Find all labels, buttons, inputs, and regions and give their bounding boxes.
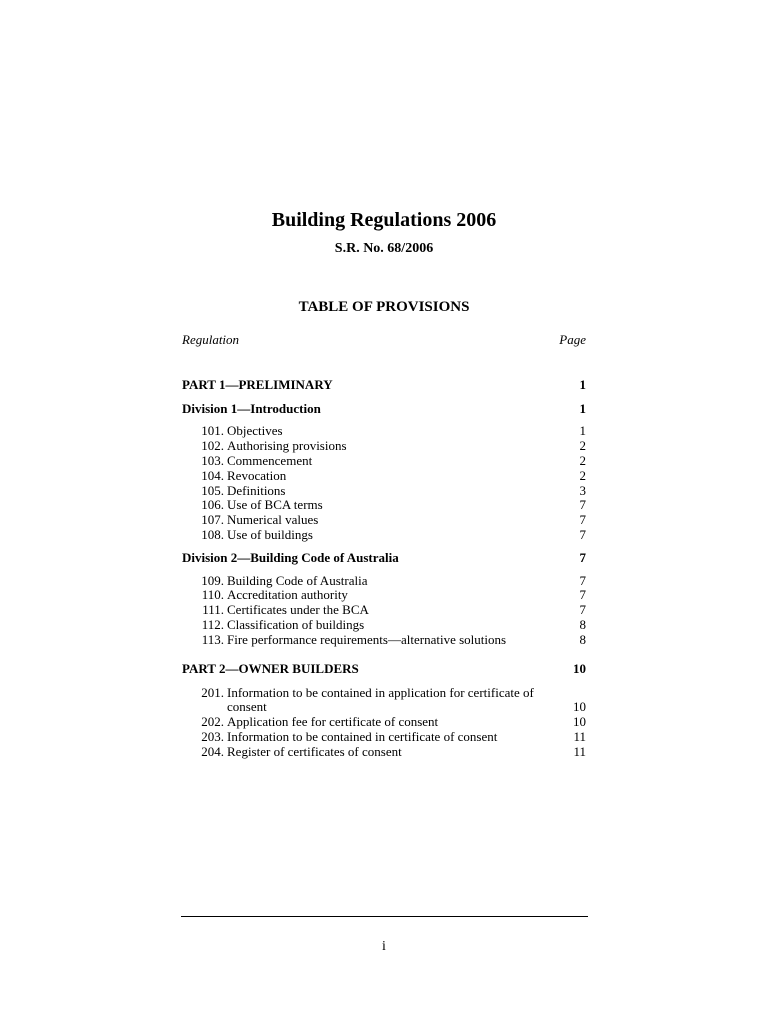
- toc-regulation-title: Information to be contained in application for certificate of: [227, 685, 534, 700]
- toc-page-number: 7: [579, 497, 586, 512]
- toc-regulation-number: 204.: [201, 744, 224, 759]
- toc-page-number: 2: [579, 438, 586, 453]
- column-header-page: Page: [559, 332, 586, 347]
- toc-regulation-number: 106.: [201, 497, 224, 512]
- toc-page-number: 3: [579, 483, 586, 498]
- toc-entry[interactable]: [182, 744, 586, 760]
- toc-regulation-title: Classification of buildings: [227, 617, 365, 632]
- toc-entry[interactable]: [182, 468, 586, 484]
- toc-entry[interactable]: [182, 587, 586, 603]
- toc-regulation-number: 103.: [201, 453, 224, 468]
- toc-regulation-number: 102.: [201, 438, 224, 453]
- toc-page-number: 2: [579, 468, 586, 483]
- toc-regulation-number: 201.: [201, 685, 224, 700]
- toc-entry[interactable]: [182, 497, 586, 513]
- toc-part-label: PART 1—PRELIMINARY: [182, 377, 333, 392]
- document-title: Building Regulations 2006: [271, 209, 497, 231]
- document-subtitle: S.R. No. 68/2006: [334, 241, 434, 256]
- toc-part-label: PART 2—OWNER BUILDERS: [182, 661, 359, 676]
- toc-division-heading[interactable]: [182, 401, 586, 417]
- toc-page-number: 7: [579, 512, 586, 527]
- toc-regulation-number: 104.: [201, 468, 224, 483]
- toc-entry[interactable]: [182, 423, 586, 439]
- toc-entry[interactable]: [182, 602, 586, 618]
- toc-regulation-title: Objectives: [227, 423, 283, 438]
- toc-page-number: 10: [573, 661, 586, 676]
- toc-regulation-title: Register of certificates of consent: [227, 744, 402, 759]
- toc-regulation-title: Information to be contained in certificate of consent: [227, 729, 498, 744]
- toc-part-heading[interactable]: [182, 661, 586, 677]
- page-number: i: [382, 939, 386, 954]
- toc-regulation-title: Building Code of Australia: [227, 573, 368, 588]
- toc-regulation-title: Application fee for certificate of consent: [227, 714, 439, 729]
- toc-regulation-title: Commencement: [227, 453, 313, 468]
- toc-regulation-title: Definitions: [227, 483, 286, 498]
- toc-page-number: 7: [579, 587, 586, 602]
- toc-page-number: 1: [579, 377, 586, 392]
- toc-regulation-number: 101.: [201, 423, 224, 438]
- toc-regulation-number: 108.: [201, 527, 224, 542]
- toc-page-number: 7: [579, 573, 586, 588]
- toc-regulation-number: 203.: [201, 729, 224, 744]
- toc-heading: TABLE OF PROVISIONS: [298, 299, 470, 315]
- toc-page-number: 11: [573, 744, 586, 759]
- toc-regulation-title: Revocation: [227, 468, 287, 483]
- toc-page-number: 10: [573, 699, 586, 714]
- toc-page-number: 8: [579, 617, 586, 632]
- toc-regulation-number: 109.: [201, 573, 224, 588]
- footer-divider: [181, 916, 588, 917]
- toc-regulation-number: 107.: [201, 512, 224, 527]
- toc-regulation-title: Numerical values: [227, 512, 319, 527]
- column-header-regulation: Regulation: [182, 332, 240, 347]
- toc-page-number: 1: [579, 401, 586, 416]
- toc-entry[interactable]: [182, 714, 586, 730]
- toc-division-label: Division 2—Building Code of Australia: [182, 550, 399, 565]
- toc-part-heading[interactable]: [182, 377, 586, 393]
- toc-entry[interactable]: [182, 632, 586, 648]
- toc-regulation-number: 111.: [202, 602, 224, 617]
- toc-regulation-title: Use of BCA terms: [227, 497, 323, 512]
- toc-entry[interactable]: [182, 685, 586, 716]
- toc-page-number: 2: [579, 453, 586, 468]
- toc-division-label: Division 1—Introduction: [182, 401, 321, 416]
- toc-regulation-title: Fire performance requirements—alternative solutions: [227, 632, 507, 647]
- toc-regulation-number: 110.: [201, 587, 224, 602]
- toc-regulation-title: Accreditation authority: [227, 587, 348, 602]
- toc-entry[interactable]: [182, 527, 586, 543]
- toc-entry[interactable]: [182, 453, 586, 469]
- toc-regulation-number: 113.: [201, 632, 224, 647]
- toc-entry[interactable]: [182, 617, 586, 633]
- toc-page-number: 7: [579, 602, 586, 617]
- toc-regulation-number: 105.: [201, 483, 224, 498]
- toc-page-number: 1: [579, 423, 586, 438]
- toc-page-number: 11: [573, 729, 586, 744]
- toc-regulation-title: Use of buildings: [227, 527, 313, 542]
- toc-regulation-number: 112.: [201, 617, 224, 632]
- toc-page-number: 10: [573, 714, 586, 729]
- toc-regulation-title: Certificates under the BCA: [227, 602, 369, 617]
- toc-regulation-title-continued: consent: [227, 699, 267, 714]
- toc-page-number: 7: [579, 550, 586, 565]
- toc-entry[interactable]: [182, 438, 586, 454]
- toc-entry[interactable]: [182, 729, 586, 745]
- toc-entry[interactable]: [182, 512, 586, 528]
- toc-regulation-title: Authorising provisions: [227, 438, 347, 453]
- toc-page-number: 7: [579, 527, 586, 542]
- toc-page-number: 8: [579, 632, 586, 647]
- toc-division-heading[interactable]: [182, 550, 586, 566]
- toc-regulation-number: 202.: [201, 714, 224, 729]
